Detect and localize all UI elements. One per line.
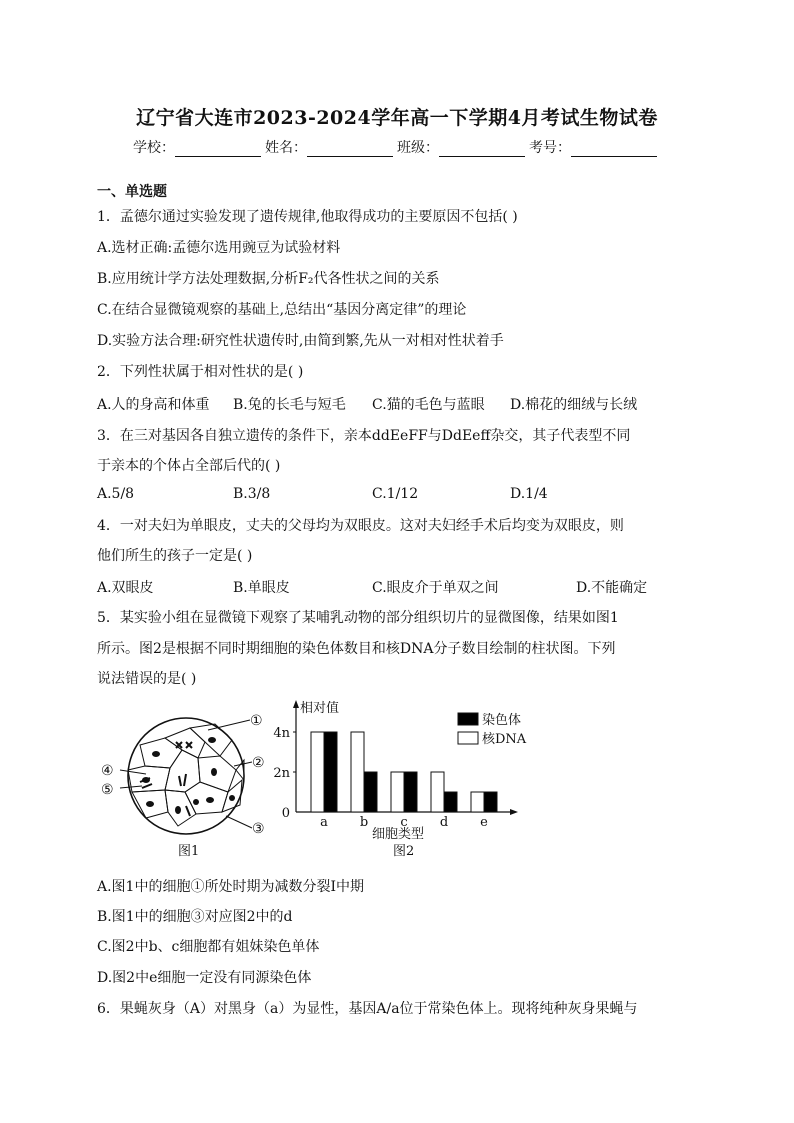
x-tick-label-b: b: [359, 815, 369, 830]
y-axis-label: 相对值: [300, 701, 340, 716]
y-tick-label-4n: 4n: [273, 726, 290, 741]
bar-a-dna: [311, 732, 324, 812]
y-tick-label-0: 0: [281, 806, 290, 821]
x-tick-label-e: e: [480, 815, 488, 830]
question-2-stem: 2．下列性状属于相对性状的是( ): [97, 364, 304, 380]
question-2-option-b: B.兔的长毛与短毛: [233, 397, 346, 413]
bar-c-chromosome: [404, 772, 417, 812]
legend-swatch-chromosome: [458, 713, 478, 725]
bar-d-dna: [431, 772, 444, 812]
question-2-option-d: D.棉花的细绒与长绒: [510, 397, 638, 413]
question-1-option-d: D.实验方法合理:研究性状遗传时,由简到繁,先从一对相对性状着手: [97, 333, 504, 349]
section-heading: 一、单选题: [97, 184, 167, 200]
question-4-stem-line-2: 他们所生的孩子一定是( ): [97, 548, 253, 564]
figure-1-label-5: ⑤: [101, 782, 114, 798]
question-4-stem-line-1: 4．一对夫妇为单眼皮，丈夫的父母均为双眼皮。这对夫妇经手术后均变为双眼皮，则: [97, 518, 624, 534]
question-1-stem: 1．孟德尔通过实验发现了遗传规律,他取得成功的主要原因不包括( ): [97, 209, 518, 225]
question-5-option-b: B.图1中的细胞③对应图2中的d: [97, 909, 293, 925]
bar-a-chromosome: [324, 732, 337, 812]
question-3-stem-line-2: 于亲本的个体占全部后代的( ): [97, 458, 281, 474]
page-title: 辽宁省大连市2023-2024学年高一下学期4月考试生物试卷: [136, 107, 658, 129]
bar-b-dna: [351, 732, 364, 812]
question-2-option-c: C.猫的毛色与蓝眼: [372, 397, 485, 413]
number-label: 考号：: [529, 140, 571, 156]
legend-label-chromosome: 染色体: [482, 713, 522, 728]
question-5-stem-line-3: 说法错误的是( ): [97, 671, 197, 687]
figure-2-bar-chart: [273, 700, 526, 859]
x-axis-arrow: [510, 809, 518, 815]
question-3-option-c: C.1/12: [372, 486, 419, 502]
question-1-option-b: B.应用统计学方法处理数据,分析F₂代各性状之间的关系: [97, 271, 440, 287]
school-label: 学校：: [133, 140, 175, 156]
question-2-option-a: A.人的身高和体重: [97, 397, 210, 413]
question-3-option-a: A.5/8: [97, 486, 135, 502]
question-5-stem-line-2: 所示。图2是根据不同时期细胞的染色体数目和核DNA分子数目绘制的柱状图。下列: [97, 641, 616, 657]
question-3-option-b: B.3/8: [233, 486, 271, 502]
legend-label-dna: 核DNA: [482, 732, 527, 747]
question-5-stem-line-1: 5．某实验小组在显微镜下观察了某哺乳动物的部分组织切片的显微图像，结果如图1: [97, 610, 619, 626]
question-6-stem: 6．果蝇灰身（A）对黑身（a）为显性，基因A/a位于常染色体上。现将纯种灰身果蝇与: [97, 1001, 638, 1017]
x-tick-label-d: d: [439, 815, 449, 830]
question-4-option-b: B.单眼皮: [233, 580, 290, 596]
figure-1-label-1: ①: [250, 713, 263, 729]
bar-e-chromosome: [484, 792, 497, 812]
bar-c-dna: [391, 772, 404, 812]
figure-1-label-2: ②: [252, 755, 265, 771]
x-tick-label-a: a: [320, 815, 328, 830]
bar-b-chromosome: [364, 772, 377, 812]
bar-d-chromosome: [444, 792, 457, 812]
question-4-option-d: D.不能确定: [576, 580, 648, 596]
question-4-option-c: C.眼皮介于单双之间: [372, 580, 499, 596]
question-3-option-d: D.1/4: [510, 486, 548, 502]
figure-1-caption: 图1: [178, 844, 200, 859]
question-5-option-d: D.图2中e细胞一定没有同源染色体: [97, 970, 312, 986]
question-4-option-a: A.双眼皮: [97, 580, 154, 596]
y-tick-label-2n: 2n: [273, 766, 290, 781]
question-3-stem-line-1: 3．在三对基因各自独立遗传的条件下，亲本ddEeFF与DdEeff杂交，其子代表型不同: [97, 428, 631, 444]
bar-e-dna: [471, 792, 484, 812]
figure-1-label-3: ③: [252, 821, 265, 837]
x-tick-label-c: c: [400, 815, 408, 830]
question-1-option-a: A.选材正确:孟德尔选用豌豆为试验材料: [97, 240, 341, 256]
class-label: 班级：: [397, 140, 439, 156]
question-1-option-c: C.在结合显微镜观察的基础上,总结出“基因分离定律”的理论: [97, 302, 467, 318]
y-axis-arrow: [293, 700, 299, 708]
question-5-option-c: C.图2中b、c细胞都有姐妹染色单体: [97, 939, 320, 955]
figure-1-label-4: ④: [101, 763, 114, 779]
legend-swatch-dna: [458, 732, 478, 744]
name-label: 姓名：: [265, 140, 307, 156]
x-axis-label: 细胞类型: [372, 827, 425, 842]
question-5-option-a: A.图1中的细胞①所处时期为减数分裂Ⅰ中期: [97, 879, 364, 895]
figure-2-caption: 图2: [393, 844, 415, 859]
